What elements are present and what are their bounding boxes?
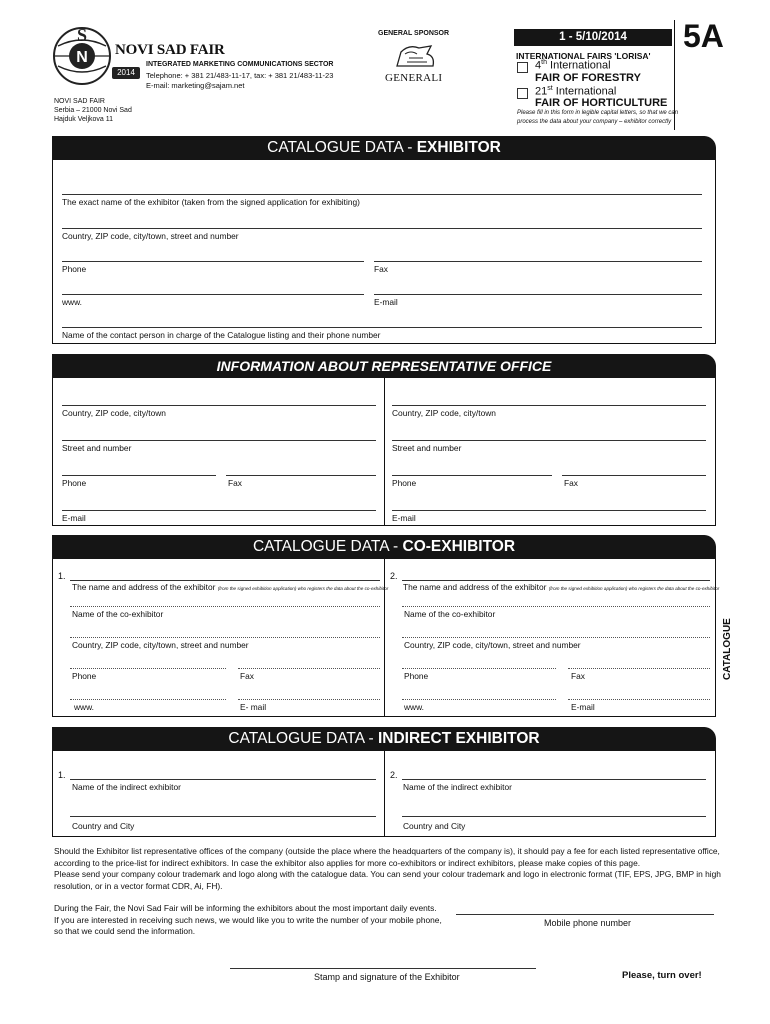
- fair-forestry-checkbox[interactable]: [517, 62, 528, 73]
- indirect2-country-line[interactable]: [402, 816, 706, 817]
- rep-office-title-bar: [52, 354, 716, 378]
- exhibitor-title-strong: EXHIBITOR: [416, 139, 501, 156]
- svg-text:S: S: [76, 25, 88, 45]
- co2-number: 2.: [390, 571, 398, 581]
- indirect-title-strong: INDIRECT EXHIBITOR: [377, 730, 540, 747]
- co2-co-name-label: Name of the co-exhibitor: [404, 609, 496, 619]
- co1-name-address-note: (from the signed exhibition application) who registers the data about the co-exhibitor: [217, 586, 389, 591]
- rep2-fax-label: Fax: [564, 478, 578, 488]
- exhibitor-phone-label: Phone: [62, 264, 87, 274]
- rep1-fax-line[interactable]: [226, 475, 376, 476]
- fair-horticulture-edition: [535, 85, 616, 98]
- mobile-phone-line[interactable]: [456, 914, 714, 915]
- indirect1-number: 1.: [58, 770, 66, 780]
- indirect-title-bar: [52, 727, 716, 751]
- stamp-signature-label: Stamp and signature of the Exhibitor: [314, 972, 460, 982]
- indirect1-country-line[interactable]: [70, 816, 376, 817]
- rep1-phone-label: Phone: [62, 478, 87, 488]
- org-name: NOVI SAD FAIR: [115, 42, 225, 58]
- email-text: E-mail: marketing@sajam.net: [146, 81, 245, 90]
- fair-forestry-name: FAIR OF FORESTRY: [535, 72, 641, 84]
- address-street: Hajduk Veljkova 11: [54, 116, 114, 123]
- address-name: NOVI SAD FAIR: [54, 98, 105, 105]
- co-exhibitor-title-strong: CO-EXHIBITOR: [402, 538, 516, 555]
- logo: [52, 24, 116, 88]
- co2-email-line[interactable]: [568, 699, 710, 700]
- co-exhibitor-title-prefix: CATALOGUE DATA -: [252, 538, 403, 555]
- rep1-street-label: Street and number: [62, 443, 132, 453]
- indirect-divider: [384, 751, 385, 837]
- co1-email-label: E- mail: [240, 702, 267, 712]
- exhibitor-name-label: The exact name of the exhibitor (taken from the signed application for exhibiting): [62, 197, 360, 207]
- indirect1-country-label: Country and City: [72, 821, 135, 831]
- form-code: 5A: [683, 18, 724, 54]
- fair-horticulture-checkbox[interactable]: [517, 88, 528, 99]
- co2-name-address-line[interactable]: [402, 580, 710, 581]
- notes-p1-line2: according to the price-list for indirect exhibitors. In case the exhibitor also applies for more co-exhibitors or indirect exhibitors, please make copies of this page.: [54, 857, 641, 868]
- exhibitor-contact-label: Name of the contact person in charge of the Catalogue listing and their phone number: [62, 330, 381, 340]
- co2-name-address-text: The name and address of the exhibitor: [403, 582, 547, 592]
- exhibitor-title-prefix: CATALOGUE DATA -: [267, 139, 417, 156]
- co2-fax-label: Fax: [571, 671, 585, 681]
- rep2-country-line[interactable]: [392, 405, 706, 406]
- co1-country-label: Country, ZIP code, city/town, street and number: [72, 640, 249, 650]
- co1-email-line[interactable]: [238, 699, 380, 700]
- rep1-country-line[interactable]: [62, 405, 376, 406]
- logo-year-badge: 2014: [112, 67, 140, 79]
- catalogue-side-label: CATALOGUE: [722, 618, 733, 680]
- exhibitor-country-line[interactable]: [62, 228, 702, 229]
- exhibitor-email-label: E-mail: [374, 297, 398, 307]
- fill-note-line1: Please fill in this form in legible capital letters, so that we can: [517, 110, 679, 116]
- rep2-phone-line[interactable]: [392, 475, 552, 476]
- fair-horticulture-name: FAIR OF HORTICULTURE: [535, 97, 668, 109]
- rep2-street-label: Street and number: [392, 443, 462, 453]
- co1-name-address-text: The name and address of the exhibitor: [72, 582, 216, 592]
- co2-fax-line[interactable]: [568, 668, 710, 669]
- address-city: Serbia – 21000 Novi Sad: [54, 107, 132, 114]
- rep2-country-label: Country, ZIP code, city/town: [392, 408, 496, 418]
- co1-number: 1.: [58, 571, 66, 581]
- indirect2-name-label: Name of the indirect exhibitor: [403, 782, 512, 792]
- rep-office-divider: [384, 378, 385, 526]
- co2-co-name-line[interactable]: [402, 606, 710, 607]
- notes-p2-line3: so that we could send the information.: [54, 926, 196, 936]
- exhibitor-email-line[interactable]: [374, 294, 702, 295]
- sponsor-label: GENERAL SPONSOR: [378, 30, 450, 37]
- stamp-signature-line[interactable]: [230, 968, 536, 969]
- exhibitor-name-line[interactable]: [62, 194, 702, 195]
- co1-phone-label: Phone: [72, 671, 97, 681]
- exhibitor-fax-line[interactable]: [374, 261, 702, 262]
- fairs-title: INTERNATIONAL FAIRS 'LORISA': [516, 51, 651, 61]
- dates-bar: 1 - 5/10/2014: [514, 29, 672, 46]
- co2-www-line[interactable]: [402, 699, 556, 700]
- exhibitor-title-bar: [52, 136, 716, 160]
- co1-name-address-line[interactable]: [70, 580, 380, 581]
- rep1-phone-line[interactable]: [62, 475, 216, 476]
- notes-p1-line4: resolution, or in a vector format CDR, Ai, FH).: [54, 880, 223, 891]
- co-exhibitor-title-bar: [52, 535, 716, 559]
- fair-horticulture-number: 21: [535, 85, 548, 98]
- indirect2-number: 2.: [390, 770, 398, 780]
- notes-p1-line1: Should the Exhibitor list representative offices of the company (outside the place where the headquarters of the company is), it should pay a fee for each listed representative office,: [54, 846, 720, 856]
- notes-p1-line3: Please send your company colour trademark and logo along with the catalogue data. You can send your colour trademark and logo in electronic format (TIF, EPS, JPG, BMP in high: [54, 869, 721, 879]
- co1-co-name-line[interactable]: [70, 606, 380, 607]
- rep2-email-label: E-mail: [392, 513, 416, 523]
- notes-p2-line2: If you are interested in receiving such news, we would like you to write the number of your mobile phone,: [54, 914, 442, 925]
- co2-phone-label: Phone: [404, 671, 429, 681]
- co2-country-line[interactable]: [402, 637, 710, 638]
- mobile-phone-label: Mobile phone number: [544, 918, 632, 928]
- rep1-email-label: E-mail: [62, 513, 86, 523]
- rep1-street-line[interactable]: [62, 440, 376, 441]
- co2-name-address-note: (from the signed exhibition application) who registers the data about the co-exhibitor: [548, 586, 720, 591]
- notes-p2-line1: During the Fair, the Novi Sad Fair will be informing the exhibitors about the most important daily events.: [54, 903, 437, 913]
- exhibitor-country-label: Country, ZIP code, city/town, street and number: [62, 231, 239, 241]
- exhibitor-www-line[interactable]: [62, 294, 364, 295]
- fill-note-line2: process the data about your company – exhibitor correctly: [517, 119, 672, 125]
- notes-paragraph-2: [54, 903, 442, 938]
- co2-phone-line[interactable]: [402, 668, 556, 669]
- exhibitor-contact-line[interactable]: [62, 327, 702, 328]
- telephone-text: Telephone: + 381 21/483-11-17, tax: + 381 21/483-11-23: [146, 71, 334, 80]
- turn-over-note: Please, turn over!: [622, 970, 702, 981]
- rep-office-title: INFORMATION ABOUT REPRESENTATIVE OFFICE: [216, 358, 552, 374]
- rep2-fax-line[interactable]: [562, 475, 706, 476]
- co2-www-label: www.: [404, 702, 425, 712]
- indirect2-name-line[interactable]: [402, 779, 706, 780]
- fair-horticulture-international: International: [552, 85, 617, 98]
- co1-name-address-label: [72, 582, 388, 592]
- fair-forestry-international: International: [546, 59, 611, 72]
- rep1-country-label: Country, ZIP code, city/town: [62, 408, 166, 418]
- svg-text:N: N: [76, 49, 88, 66]
- co2-email-label: E-mail: [571, 702, 595, 712]
- sector-name: INTEGRATED MARKETING COMMUNICATIONS SECTOR: [146, 61, 334, 68]
- sponsor-name: GENERALI: [385, 72, 443, 84]
- co1-co-name-label: Name of the co-exhibitor: [72, 609, 164, 619]
- indirect2-country-label: Country and City: [403, 821, 466, 831]
- fair-horticulture-suffix: st: [547, 85, 553, 92]
- co1-www-label: www.: [74, 702, 95, 712]
- co2-name-address-label: [403, 582, 719, 592]
- co1-fax-label: Fax: [240, 671, 254, 681]
- novi-sad-fair-logo-icon: [52, 24, 116, 88]
- co1-www-line[interactable]: [70, 699, 226, 700]
- fair-forestry-edition: [535, 59, 611, 72]
- indirect1-name-label: Name of the indirect exhibitor: [72, 782, 181, 792]
- notes-paragraph-1: [54, 846, 721, 892]
- exhibitor-phone-line[interactable]: [62, 261, 364, 262]
- indirect1-name-line[interactable]: [70, 779, 376, 780]
- rep1-email-line[interactable]: [62, 510, 376, 511]
- indirect-title-prefix: CATALOGUE DATA -: [228, 730, 378, 747]
- co1-phone-line[interactable]: [70, 668, 226, 669]
- co1-country-line[interactable]: [70, 637, 380, 638]
- fair-forestry-number: 4: [535, 59, 542, 72]
- exhibitor-fax-label: Fax: [374, 264, 388, 274]
- rep2-phone-label: Phone: [392, 478, 417, 488]
- rep2-street-line[interactable]: [392, 440, 706, 441]
- co1-fax-line[interactable]: [238, 668, 380, 669]
- form-code-divider: [674, 20, 675, 130]
- rep1-fax-label: Fax: [228, 478, 242, 488]
- rep2-email-line[interactable]: [392, 510, 706, 511]
- co2-country-label: Country, ZIP code, city/town, street and number: [404, 640, 581, 650]
- fair-forestry-suffix: th: [541, 59, 547, 66]
- exhibitor-www-label: www.: [62, 297, 83, 307]
- sponsor-logo: [385, 40, 445, 74]
- lion-icon: [385, 40, 445, 74]
